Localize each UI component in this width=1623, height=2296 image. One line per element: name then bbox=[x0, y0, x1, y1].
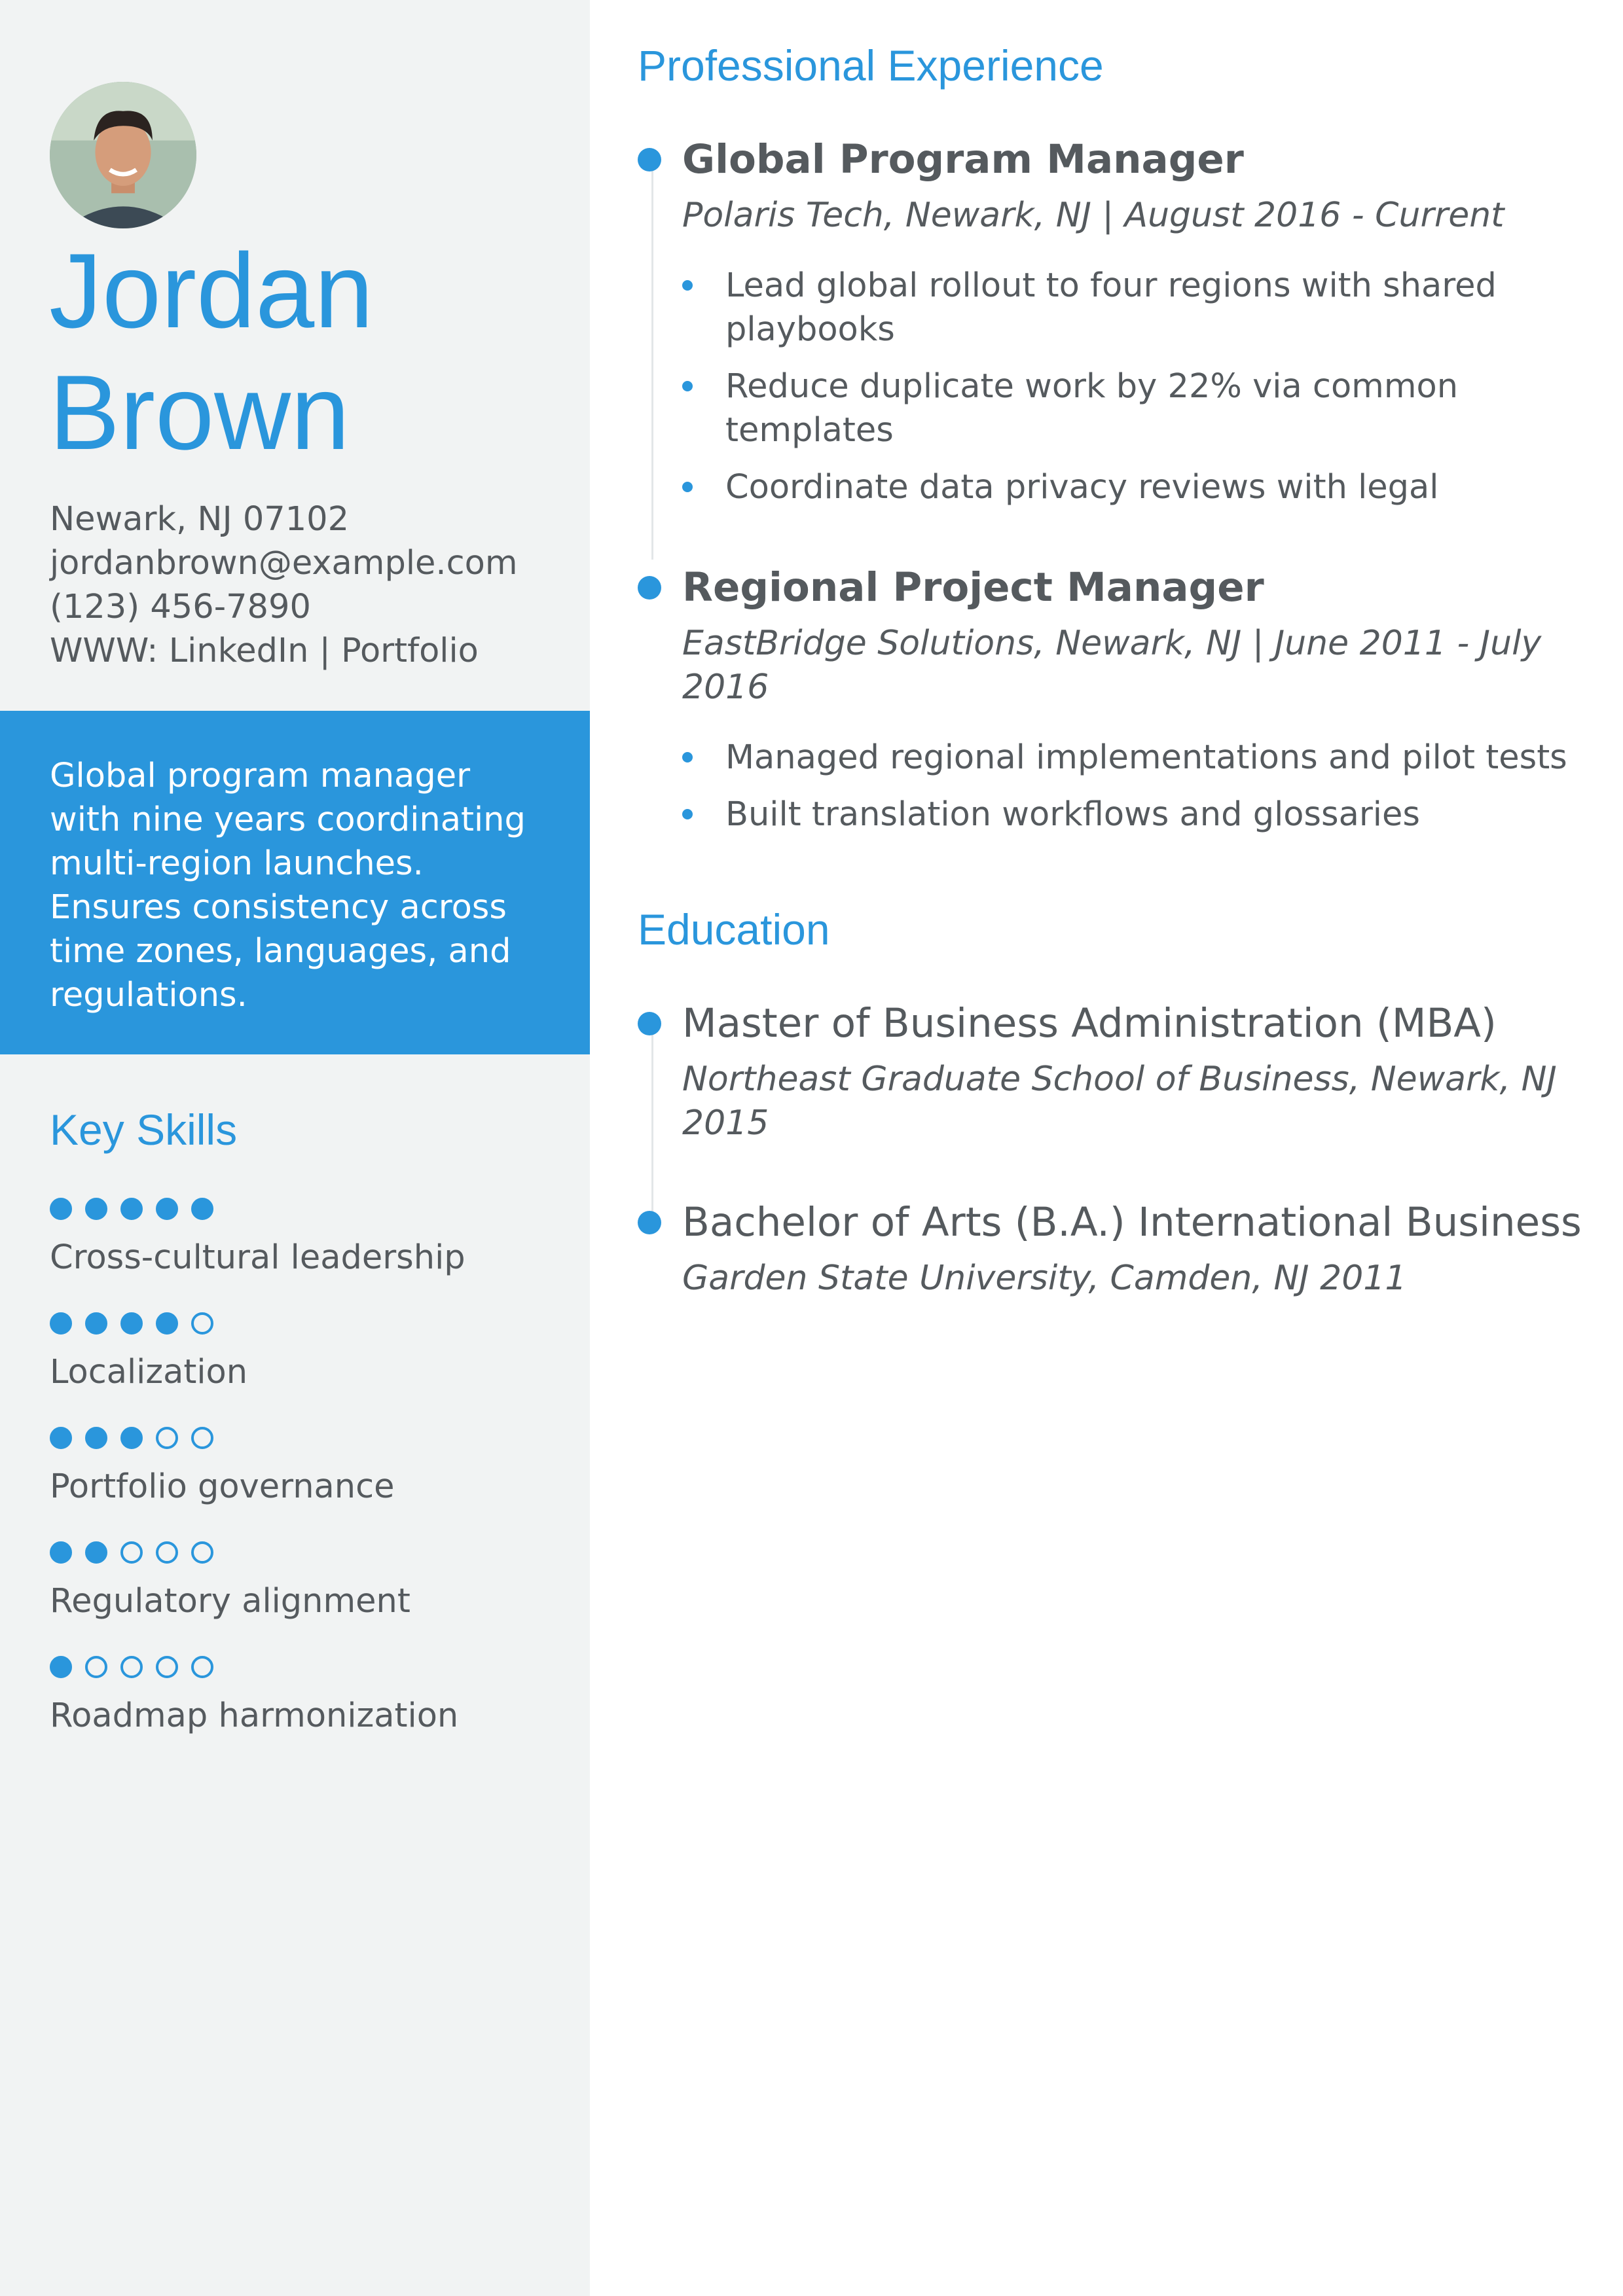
rating-dot-filled bbox=[85, 1427, 107, 1449]
rating-dot-filled bbox=[50, 1198, 72, 1220]
education-heading: Education bbox=[638, 905, 830, 954]
rating-dot-filled bbox=[120, 1198, 143, 1220]
rating-dot-empty bbox=[191, 1656, 213, 1678]
rating-dot-filled bbox=[156, 1198, 178, 1220]
timeline-dot bbox=[638, 148, 661, 171]
rating-dot-filled bbox=[120, 1427, 143, 1449]
list-item: Coordinate data privacy reviews with legal bbox=[682, 465, 1586, 509]
address: Newark, NJ 07102 bbox=[50, 500, 350, 539]
rating-dot-empty bbox=[120, 1656, 143, 1678]
profile-photo bbox=[50, 82, 196, 228]
rating-dot-filled bbox=[120, 1312, 143, 1335]
skill-label: Localization bbox=[50, 1353, 248, 1391]
skill-rating bbox=[50, 1312, 574, 1335]
rating-dot-empty bbox=[191, 1427, 213, 1449]
rating-dot-filled bbox=[50, 1541, 72, 1564]
school-meta: Garden State University, Camden, NJ 2011 bbox=[682, 1259, 1407, 1298]
experience-heading: Professional Experience bbox=[638, 41, 1104, 90]
rating-dot-empty bbox=[156, 1541, 178, 1564]
rating-dot-empty bbox=[156, 1427, 178, 1449]
rating-dot-filled bbox=[50, 1656, 72, 1678]
web-links[interactable]: WWW: LinkedIn | Portfolio bbox=[50, 632, 479, 670]
rating-dot-empty bbox=[85, 1656, 107, 1678]
rating-dot-filled bbox=[156, 1312, 178, 1335]
skills-list bbox=[50, 1198, 574, 1770]
job-title: Global Program Manager bbox=[682, 136, 1244, 183]
skill-rating bbox=[50, 1541, 574, 1564]
sidebar bbox=[0, 0, 590, 2296]
rating-dot-filled bbox=[50, 1427, 72, 1449]
list-item: Built translation workflows and glossaries bbox=[682, 793, 1586, 836]
skill-item bbox=[50, 1656, 574, 1770]
rating-dot-empty bbox=[156, 1656, 178, 1678]
summary-block bbox=[0, 711, 590, 1054]
avatar-icon bbox=[50, 82, 196, 228]
list-item: Reduce duplicate work by 22% via common templates bbox=[682, 365, 1586, 452]
skill-label: Cross-cultural leadership bbox=[50, 1238, 465, 1277]
job-bullets bbox=[682, 264, 1586, 522]
first-name: Jordan bbox=[49, 232, 374, 350]
rating-dot-filled bbox=[191, 1198, 213, 1220]
skill-rating bbox=[50, 1427, 574, 1449]
rating-dot-empty bbox=[191, 1312, 213, 1335]
email[interactable]: jordanbrown@example.com bbox=[50, 544, 518, 583]
degree: Master of Business Administration (MBA) bbox=[682, 1000, 1497, 1047]
experience-timeline bbox=[651, 154, 653, 560]
phone: (123) 456-7890 bbox=[50, 588, 311, 626]
skill-rating bbox=[50, 1198, 574, 1220]
rating-dot-filled bbox=[85, 1198, 107, 1220]
rating-dot-filled bbox=[85, 1312, 107, 1335]
degree: Bachelor of Arts (B.A.) International Business bbox=[682, 1199, 1582, 1246]
contact-info bbox=[50, 497, 574, 673]
list-item: Managed regional implementations and pilot tests bbox=[682, 736, 1586, 780]
rating-dot-empty bbox=[120, 1541, 143, 1564]
skill-label: Roadmap harmonization bbox=[50, 1696, 459, 1735]
school-meta: Northeast Graduate School of Business, Newark, NJ 2015 bbox=[682, 1060, 1557, 1143]
skill-item bbox=[50, 1312, 574, 1427]
timeline-dot bbox=[638, 1211, 661, 1234]
summary-text: Global program manager with nine years coordinating multi-region launches. Ensures consistency across time zones, languages, and regulations. bbox=[50, 757, 526, 1014]
job-bullets bbox=[682, 736, 1586, 850]
skills-heading: Key Skills bbox=[50, 1105, 238, 1154]
rating-dot-filled bbox=[50, 1312, 72, 1335]
job-meta: Polaris Tech, Newark, NJ | August 2016 - Current bbox=[682, 196, 1504, 235]
rating-dot-empty bbox=[191, 1541, 213, 1564]
education-timeline bbox=[651, 1021, 653, 1217]
job-title: Regional Project Manager bbox=[682, 564, 1264, 611]
list-item: Lead global rollout to four regions with shared playbooks bbox=[682, 264, 1586, 351]
skill-item bbox=[50, 1198, 574, 1312]
candidate-name bbox=[49, 230, 573, 474]
job-meta: EastBridge Solutions, Newark, NJ | June 2011 - July 2016 bbox=[682, 624, 1542, 707]
timeline-dot bbox=[638, 1012, 661, 1035]
skill-label: Regulatory alignment bbox=[50, 1582, 410, 1621]
rating-dot-filled bbox=[85, 1541, 107, 1564]
skill-item bbox=[50, 1427, 574, 1541]
skill-label: Portfolio governance bbox=[50, 1467, 395, 1506]
skill-item bbox=[50, 1541, 574, 1656]
timeline-dot bbox=[638, 576, 661, 600]
skill-rating bbox=[50, 1656, 574, 1678]
last-name: Brown bbox=[49, 353, 350, 472]
